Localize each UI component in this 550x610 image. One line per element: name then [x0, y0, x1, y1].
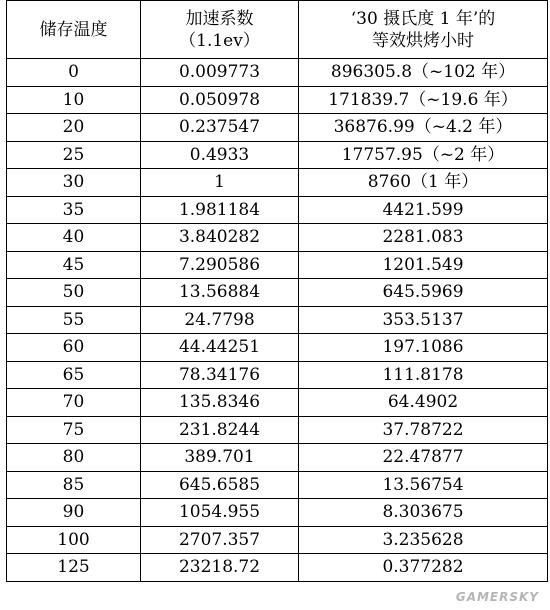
cell-equivalent-hours: 13.56754	[299, 471, 548, 499]
cell-temperature: 55	[7, 306, 141, 334]
header-acceleration-factor	[141, 1, 299, 59]
cell-equivalent-hours: 22.47877	[299, 444, 548, 472]
cell-acceleration-factor: 2707.357	[141, 526, 299, 554]
cell-temperature: 65	[7, 361, 141, 389]
cell-acceleration-factor: 44.44251	[141, 334, 299, 362]
table-row	[7, 499, 548, 527]
cell-equivalent-hours: 0.377282	[299, 554, 548, 582]
cell-equivalent-hours: 645.5969	[299, 279, 548, 307]
cell-acceleration-factor: 231.8244	[141, 416, 299, 444]
cell-equivalent-hours: 1201.549	[299, 251, 548, 279]
table-row	[7, 141, 548, 169]
document-sheet	[6, 0, 547, 606]
cell-equivalent-hours: 36876.99（~4.2 年）	[299, 114, 548, 142]
header-row	[7, 1, 548, 59]
table-row	[7, 59, 548, 87]
cell-acceleration-factor: 645.6585	[141, 471, 299, 499]
cell-acceleration-factor: 1054.955	[141, 499, 299, 527]
cell-acceleration-factor: 0.4933	[141, 141, 299, 169]
cell-temperature: 40	[7, 224, 141, 252]
acceleration-table	[6, 0, 548, 582]
table-row	[7, 196, 548, 224]
cell-equivalent-hours: 171839.7（~19.6 年）	[299, 86, 548, 114]
watermark-logo: GAMERSKY	[455, 590, 539, 604]
cell-acceleration-factor: 0.237547	[141, 114, 299, 142]
table-row	[7, 554, 548, 582]
header-equivalent-bake-hours	[299, 1, 548, 59]
header-line: （1.1ev）	[179, 30, 260, 51]
cell-temperature: 60	[7, 334, 141, 362]
cell-acceleration-factor: 389.701	[141, 444, 299, 472]
cell-acceleration-factor: 1	[141, 169, 299, 197]
table-row	[7, 416, 548, 444]
cell-temperature: 45	[7, 251, 141, 279]
header-line: 等效烘烤小时	[372, 30, 474, 51]
cell-acceleration-factor: 13.56884	[141, 279, 299, 307]
cell-acceleration-factor: 3.840282	[141, 224, 299, 252]
table-row	[7, 251, 548, 279]
table-row	[7, 334, 548, 362]
cell-acceleration-factor: 23218.72	[141, 554, 299, 582]
table-row	[7, 361, 548, 389]
cell-acceleration-factor: 78.34176	[141, 361, 299, 389]
cell-acceleration-factor: 0.009773	[141, 59, 299, 87]
cell-temperature: 70	[7, 389, 141, 417]
table-row	[7, 306, 548, 334]
cell-equivalent-hours: 353.5137	[299, 306, 548, 334]
cell-temperature: 20	[7, 114, 141, 142]
table-row	[7, 279, 548, 307]
cell-equivalent-hours: 3.235628	[299, 526, 548, 554]
cell-temperature: 50	[7, 279, 141, 307]
cell-temperature: 25	[7, 141, 141, 169]
header-line: 加速系数	[185, 8, 254, 29]
cell-acceleration-factor: 24.7798	[141, 306, 299, 334]
cell-temperature: 30	[7, 169, 141, 197]
table-row	[7, 86, 548, 114]
cell-temperature: 75	[7, 416, 141, 444]
table-row	[7, 224, 548, 252]
cell-equivalent-hours: 64.4902	[299, 389, 548, 417]
table-row	[7, 526, 548, 554]
table-body	[7, 59, 548, 582]
cell-equivalent-hours: 197.1086	[299, 334, 548, 362]
table-row	[7, 114, 548, 142]
header-line: ‘30 摄氏度 1 年’的	[350, 8, 496, 29]
cell-temperature: 0	[7, 59, 141, 87]
cell-temperature: 80	[7, 444, 141, 472]
cell-acceleration-factor: 1.981184	[141, 196, 299, 224]
cell-temperature: 90	[7, 499, 141, 527]
table-row	[7, 471, 548, 499]
table-row	[7, 169, 548, 197]
cell-acceleration-factor: 7.290586	[141, 251, 299, 279]
cell-equivalent-hours: 8760（1 年）	[299, 169, 548, 197]
cell-equivalent-hours: 111.8178	[299, 361, 548, 389]
cell-equivalent-hours: 8.303675	[299, 499, 548, 527]
cell-equivalent-hours: 37.78722	[299, 416, 548, 444]
cell-temperature: 100	[7, 526, 141, 554]
cell-temperature: 10	[7, 86, 141, 114]
cell-equivalent-hours: 896305.8（~102 年）	[299, 59, 548, 87]
cell-temperature: 125	[7, 554, 141, 582]
cell-acceleration-factor: 0.050978	[141, 86, 299, 114]
header-line: 储存温度	[39, 19, 108, 40]
header-storage-temperature	[7, 1, 141, 59]
cell-equivalent-hours: 4421.599	[299, 196, 548, 224]
table-row	[7, 389, 548, 417]
cell-temperature: 35	[7, 196, 141, 224]
cell-equivalent-hours: 17757.95（~2 年）	[299, 141, 548, 169]
cell-temperature: 85	[7, 471, 141, 499]
cell-equivalent-hours: 2281.083	[299, 224, 548, 252]
cell-acceleration-factor: 135.8346	[141, 389, 299, 417]
table-row	[7, 444, 548, 472]
